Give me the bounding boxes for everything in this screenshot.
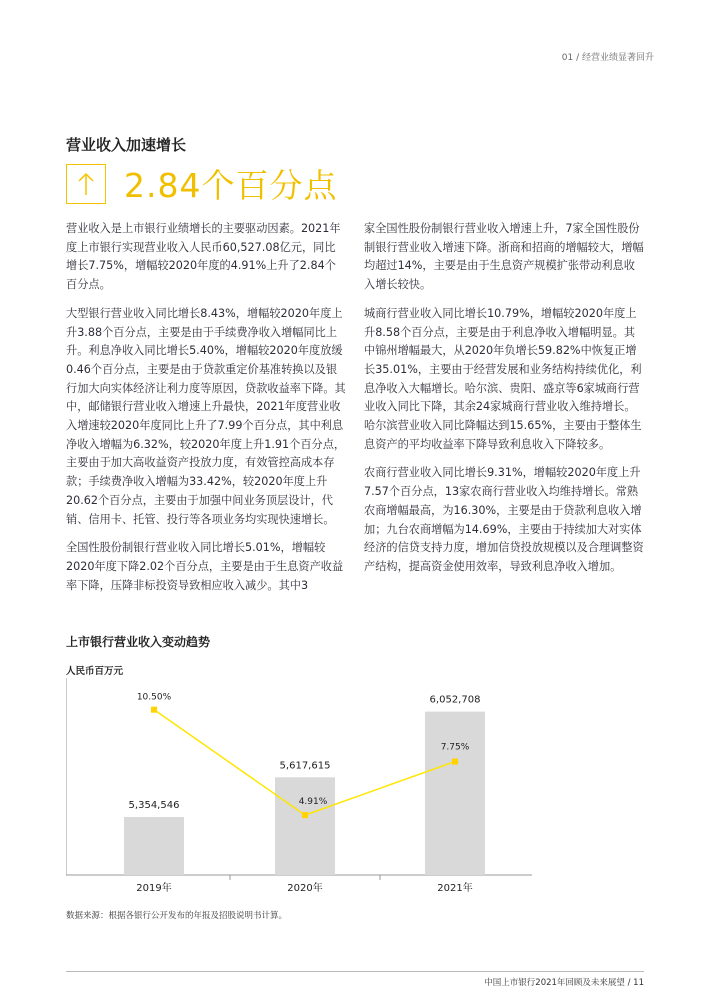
highlight-figure: 2.84个百分点	[124, 166, 338, 205]
paragraph-6: 农商行营业收入同比增长9.31%，增幅较2020年度上升7.57个百分点，13家农商行营业收入均维持增长。常熟农商增幅最高，为16.30%，主要是由于贷款利息收入增加；九台农商增幅为14.69%，主要由于持续加大对实体经济的信贷支持力度，增加信贷投放规模以及合理调整资产结构，提高资金使用效率，导致利息净收入增加。	[364, 466, 644, 573]
growth-rate-point	[151, 707, 157, 713]
paragraph-2: 大型银行营业收入同比增长8.43%，增幅较2020年度上升3.88个百分点，主要是由于手续费净收入增幅同比上升。利息净收入同比增长5.40%，增幅较2020年度放缓0.46个百分点，主要是由于贷款重定价基准转换以及银行加大向实体经济让利力度等原因，贷款收益率下降。其中，邮储银行营业收入增速上升最快，2021年度营业收入增速较2020年度同比上升了7.99个百分点，其中利息净收入增幅为6.32%，较2020年度上升1.91个百分点，主要由于加大高收益资产投放力度，有效管控高成本存款；手续费净收入增幅为33.42%，较2020年度上升20.62个百分点，主要由于加强中间业务顶层设计，代销、信用卡、托管、投行等各项业务均实现快速增长。	[66, 306, 346, 526]
bar-2020年	[275, 777, 335, 875]
bar-value-label: 5,617,615	[279, 760, 331, 772]
right-column	[364, 220, 644, 587]
section-title: 营业收入加速增长	[66, 136, 187, 154]
growth-rate-point	[302, 812, 308, 818]
bar-2019年	[124, 817, 184, 875]
growth-rate-label: 7.75%	[440, 742, 470, 753]
chart-unit-label: 人民币百万元	[66, 666, 124, 677]
bar-value-label: 6,052,708	[429, 694, 481, 706]
revenue-chart	[66, 678, 646, 900]
chart-title: 上市银行营业收入变动趋势	[66, 635, 211, 649]
paragraph-4: 家全国性股份制银行营业收入增速上升，7家全国性股份制银行营业收入增速下降。浙商和招商的增幅较大，增幅均超过14%，主要是由于生息资产规模扩张带动利息收入增长较快。	[364, 222, 644, 292]
x-tick-label: 2019年	[136, 883, 172, 894]
paragraph-3: 全国性股份制银行营业收入同比增长5.01%，增幅较2020年度下降2.02个百分点，主要是由于生息资产收益率下降，压降非标投资导致相应收入减少。其中3	[66, 541, 344, 592]
growth-rate-point	[452, 759, 458, 765]
paragraph-5: 城商行营业收入同比增长10.79%，增幅较2020年度上升8.58个百分点，主要是由于利息净收入增幅明显。其中锦州增幅最大，从2020年负增长59.82%中恢复正增长35.01%，主要由于经营发展和业务结构持续优化，利息净收入大幅增长。哈尔滨、贵阳、盛京等6家城商行营业收入同比下降，其余24家城商行营业收入维持增长。哈尔滨营业收入同比降幅达到15.65%，主要由于整体生息资产的平均收益率下降导致利息收入下降较多。	[364, 306, 642, 451]
up-arrow-box	[66, 164, 106, 204]
left-column	[66, 220, 346, 605]
x-tick-label: 2020年	[287, 883, 323, 894]
growth-rate-label: 4.91%	[298, 797, 328, 808]
bar-2021年	[425, 712, 485, 875]
bar-value-label: 5,354,546	[128, 799, 180, 811]
x-tick-label: 2021年	[437, 883, 473, 894]
paragraph-1: 营业收入是上市银行业绩增长的主要驱动因素。2021年度上市银行实现营业收入人民币60,527.08亿元，同比增长7.75%，增幅较2020年度的4.91%上升了2.84个百分点。	[66, 222, 341, 292]
footer-divider	[66, 971, 644, 972]
breadcrumb: 01 / 经营业绩显著回升	[561, 53, 654, 63]
footer-text: 中国上市银行2021年回顾及未来展望 / 11	[484, 978, 644, 988]
up-arrow-icon	[67, 165, 107, 205]
growth-rate-label: 10.50%	[136, 692, 172, 703]
data-source-note: 数据来源：根据各银行公开发布的年报及招股说明书计算。	[66, 911, 288, 921]
